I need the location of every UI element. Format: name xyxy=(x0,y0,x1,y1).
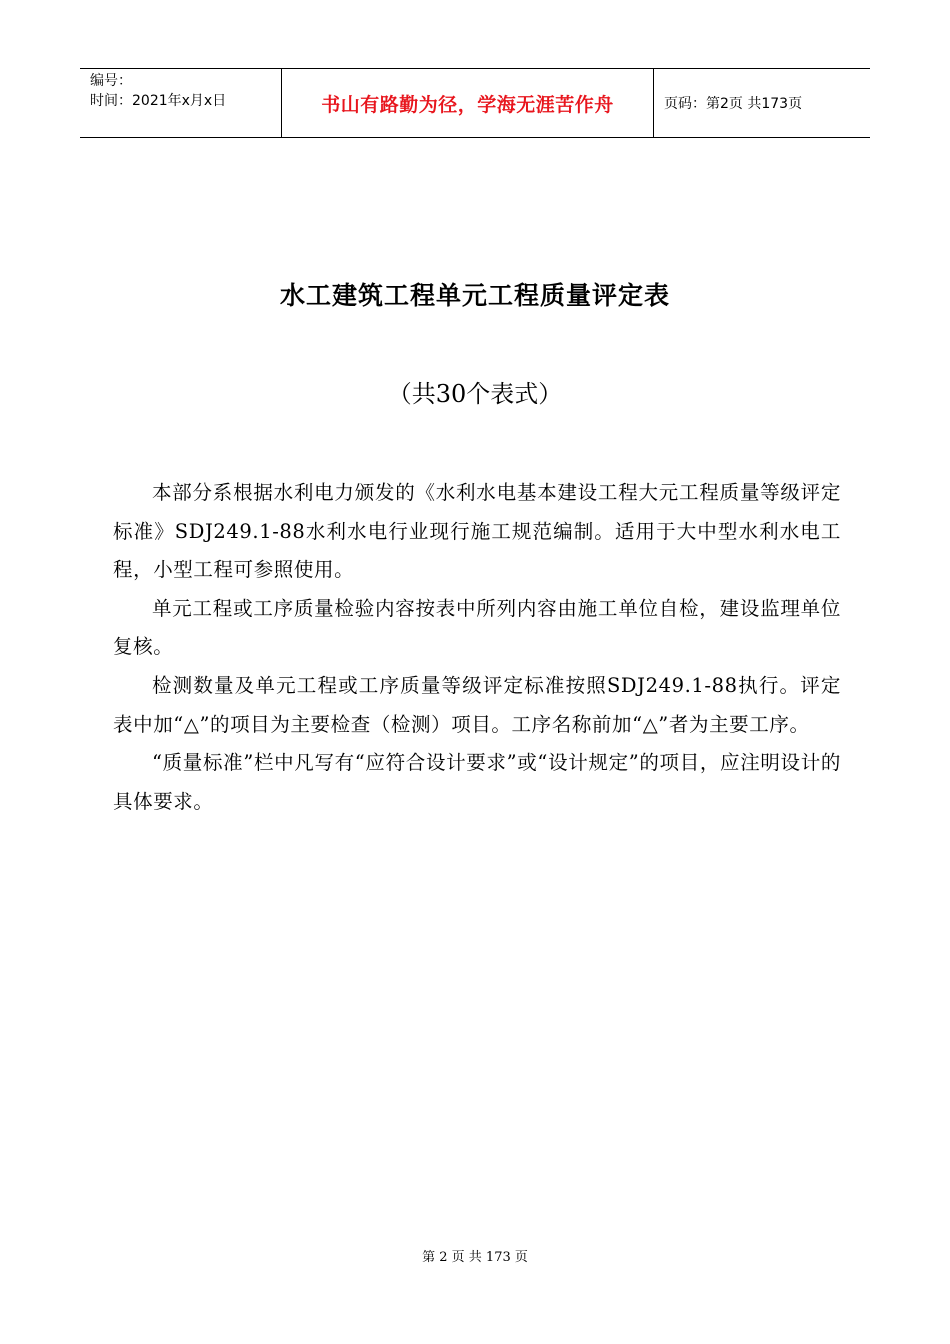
document-title: 水工建筑工程单元工程质量评定表 xyxy=(279,281,670,310)
document-body xyxy=(113,474,841,821)
document-subtitle: （共30个表式） xyxy=(387,380,563,408)
header-meta xyxy=(80,69,281,137)
document-number-label: 编号： xyxy=(90,73,132,89)
body-paragraph: 本部分系根据水利电力颁发的《水利水电基本建设工程大元工程质量等级评定标准》SDJ249.1-88水利水电行业现行施工规范编制。适用于大中型水利水电工程，小型工程可参照使用。 xyxy=(113,481,841,582)
document-date: 时间：2021年x月x日 xyxy=(90,93,227,109)
body-paragraph: “质量标准”栏中凡写有“应符合设计要求”或“设计规定”的项目，应注明设计的具体要求。 xyxy=(113,751,841,813)
header-motto: 书山有路勤为径，学海无涯苦作舟 xyxy=(281,69,654,137)
page-header xyxy=(80,68,870,138)
body-paragraph: 单元工程或工序质量检验内容按表中所列内容由施工单位自检，建设监理单位复核。 xyxy=(113,596,841,659)
body-paragraph: 检测数量及单元工程或工序质量等级评定标准按照SDJ249.1-88执行。评定表中加“△”的项目为主要检查（检测）项目。工序名称前加“△”者为主要工序。 xyxy=(113,673,841,736)
page-footer: 第 2 页 共 173 页 xyxy=(422,1250,528,1265)
header-page-info: 页码：第2页 共173页 xyxy=(664,96,803,112)
